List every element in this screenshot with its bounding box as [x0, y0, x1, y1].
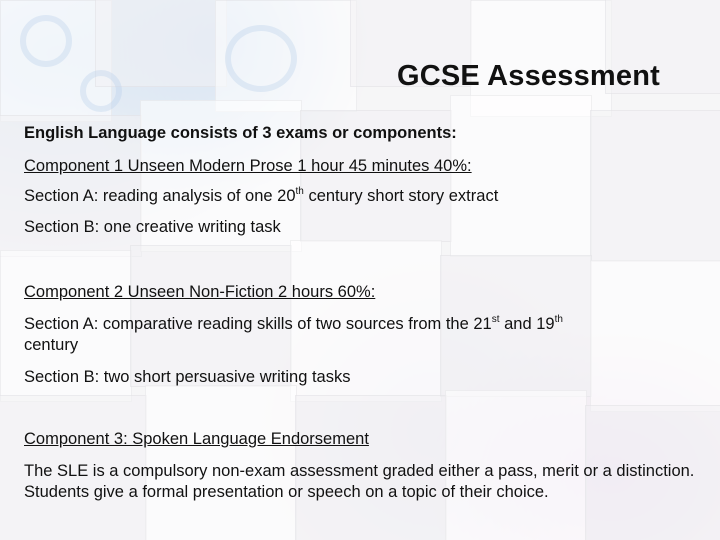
component-1-heading: Component 1 Unseen Modern Prose 1 hour 45 minutes 40%: [24, 157, 472, 175]
component-2-heading: Component 2 Unseen Non-Fiction 2 hours 60%: [24, 283, 376, 301]
component-1-section-b: Section B: one creative writing task [24, 218, 281, 236]
component-3-body: The SLE is a compulsory non-exam assessment graded either a pass, merit or a distinction. Students give a formal presentation or speech on a topic of their choice. [24, 462, 695, 501]
slide-title: GCSE Assessment [396, 60, 660, 92]
component-2-section-a: Section A: comparative reading skills of two sources from the 21st and 19th century [24, 314, 563, 354]
component-2-section-b: Section B: two short persuasive writing tasks [24, 368, 351, 386]
intro-text: English Language consists of 3 exams or components: [24, 124, 457, 142]
component-3-heading: Component 3: Spoken Language Endorsement [24, 430, 369, 448]
component-1-section-a: Section A: reading analysis of one 20th century short story extract [24, 186, 499, 205]
